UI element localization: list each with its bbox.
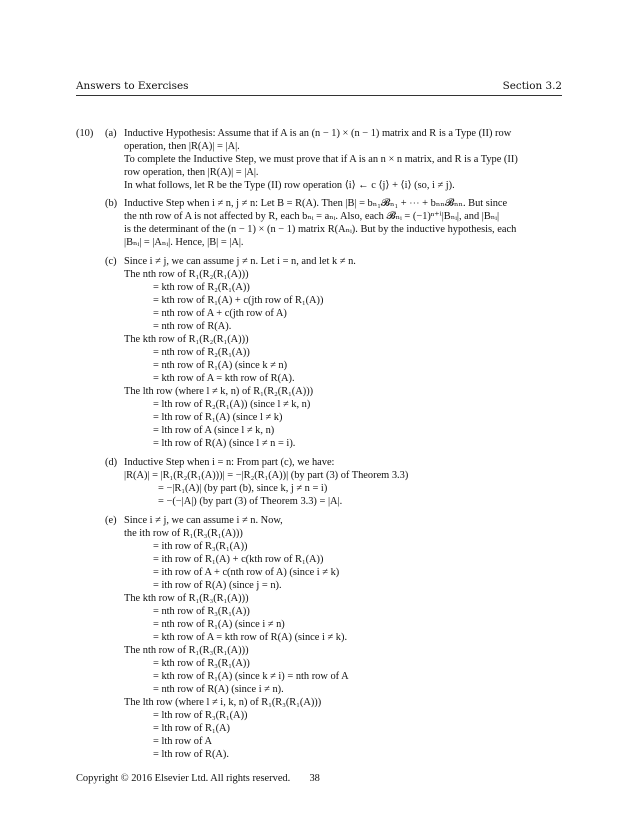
header-chapter: Answers to Exercises xyxy=(76,80,189,92)
part-a-line: In what follows, let R be the Type (II) row operation ⟨i⟩ ← c ⟨j⟩ + ⟨i⟩ (so, i ≠ j). xyxy=(124,180,455,191)
part-e-line: = ith row of A + c(nth row of A) (since i ≠ k) xyxy=(153,567,340,578)
footer-copyright: Copyright © 2016 Elsevier Ltd. All rights reserved. xyxy=(76,773,291,784)
part-c-line: The nth row of R₁(R₂(R₁(A))) xyxy=(124,269,249,280)
part-e-label: (e) xyxy=(105,515,117,526)
part-c-line: = lth row of R₂(R₁(A)) (since l ≠ k, n) xyxy=(153,399,311,410)
part-c-line: = nth row of R(A). xyxy=(153,321,232,332)
part-c-line: The kth row of R₁(R₂(R₁(A))) xyxy=(124,334,249,345)
part-e-line: = kth row of R₃(R₁(A)) xyxy=(153,658,250,669)
part-e-line: the ith row of R₁(R₃(R₁(A))) xyxy=(124,528,243,539)
part-b-line: is the determinant of the (n − 1) × (n − 1) matrix R(Aₙᵢ). But by the inductive hypothesis, each xyxy=(124,224,517,235)
part-c-line: = nth row of A + c(jth row of A) xyxy=(153,308,287,319)
part-c-line: = kth row of R₂(R₁(A)) xyxy=(153,282,250,293)
part-d-line: Inductive Step when i = n: From part (c), we have: xyxy=(124,457,335,468)
part-c-line: = lth row of A (since l ≠ k, n) xyxy=(153,425,275,436)
part-e-line: The kth row of R₁(R₃(R₁(A))) xyxy=(124,593,249,604)
part-c-line: = nth row of R₁(A) (since k ≠ n) xyxy=(153,360,288,371)
part-e-line: = lth row of R(A). xyxy=(153,749,229,760)
part-e-line: = ith row of R(A) (since j = n). xyxy=(153,580,282,591)
part-e-line: = ith row of R₃(R₁(A)) xyxy=(153,541,248,552)
part-a-line: row operation, then |R(A)| = |A|. xyxy=(124,167,259,178)
part-c-line: = kth row of R₁(A) + c(jth row of R₁(A)) xyxy=(153,295,324,306)
part-e-line: = kth row of R₁(A) (since k ≠ i) = nth row of A xyxy=(153,671,349,682)
part-b-label: (b) xyxy=(105,198,118,209)
part-c-line: = lth row of R₁(A) (since l ≠ k) xyxy=(153,412,283,423)
part-d-line: = −|R₁(A)| (by part (b), since k, j ≠ n = i) xyxy=(158,483,328,494)
part-e-line: = ith row of R₁(A) + c(kth row of R₁(A)) xyxy=(153,554,324,565)
part-e-line: Since i ≠ j, we can assume i ≠ n. Now, xyxy=(124,515,283,526)
part-d-line: |R(A)| = |R₁(R₂(R₁(A)))| = −|R₂(R₁(A))| (by part (3) of Theorem 3.3) xyxy=(124,470,409,481)
part-e-line: = nth row of R₁(A) (since i ≠ n) xyxy=(153,619,285,630)
header-rule xyxy=(76,95,562,96)
part-c-line: = nth row of R₂(R₁(A)) xyxy=(153,347,250,358)
part-c-line: = lth row of R(A) (since l ≠ n = i). xyxy=(153,438,296,449)
part-e-line: = lth row of R₁(A) xyxy=(153,723,231,734)
part-c-label: (c) xyxy=(105,256,117,267)
part-a-line: Inductive Hypothesis: Assume that if A is an (n − 1) × (n − 1) matrix and R is a Type (II) row xyxy=(124,128,512,139)
part-d-label: (d) xyxy=(105,457,118,468)
part-e-line: = kth row of A = kth row of R(A) (since i ≠ k). xyxy=(153,632,348,643)
page-number: 38 xyxy=(309,773,320,784)
part-b-line: Inductive Step when i ≠ n, j ≠ n: Let B = R(A). Then |B| = bₙ₁𝓑ₙ₁ + ⋯ + bₙₙ𝓑ₙₙ. But since xyxy=(124,198,508,209)
part-e-line: = lth row of A xyxy=(153,736,212,747)
part-e-line: = nth row of R₃(R₁(A)) xyxy=(153,606,250,617)
footer xyxy=(76,773,320,784)
part-b-line: the nth row of A is not affected by R, each bₙᵢ = aₙᵢ. Also, each 𝓑ₙᵢ = (−1)ⁿ⁺ⁱ|Bₙᵢ|, and |Bₙᵢ| xyxy=(124,211,500,222)
part-e-line: = lth row of R₃(R₁(A)) xyxy=(153,710,248,721)
part-a-line: To complete the Inductive Step, we must prove that if A is an n × n matrix, and R is a Type (II) xyxy=(124,154,518,165)
part-a-line: operation, then |R(A)| = |A|. xyxy=(124,141,240,152)
part-e-line: The lth row (where l ≠ i, k, n) of R₁(R₃(R₁(A))) xyxy=(124,697,322,708)
part-e-line: The nth row of R₁(R₃(R₁(A))) xyxy=(124,645,249,656)
part-c-line: = kth row of A = kth row of R(A). xyxy=(153,373,295,384)
part-c-line: The lth row (where l ≠ k, n) of R₁(R₂(R₁(A))) xyxy=(124,386,314,397)
part-c-line: Since i ≠ j, we can assume j ≠ n. Let i = n, and let k ≠ n. xyxy=(124,256,356,267)
part-a-label: (a) xyxy=(105,128,117,139)
part-d-line: = −(−|A|) (by part (3) of Theorem 3.3) = |A|. xyxy=(158,496,343,507)
part-b-line: |Bₙᵢ| = |Aₙᵢ|. Hence, |B| = |A|. xyxy=(124,237,244,248)
exercise-number: (10) xyxy=(76,128,94,139)
part-e-line: = nth row of R(A) (since i ≠ n). xyxy=(153,684,284,695)
header-section: Section 3.2 xyxy=(502,80,562,92)
